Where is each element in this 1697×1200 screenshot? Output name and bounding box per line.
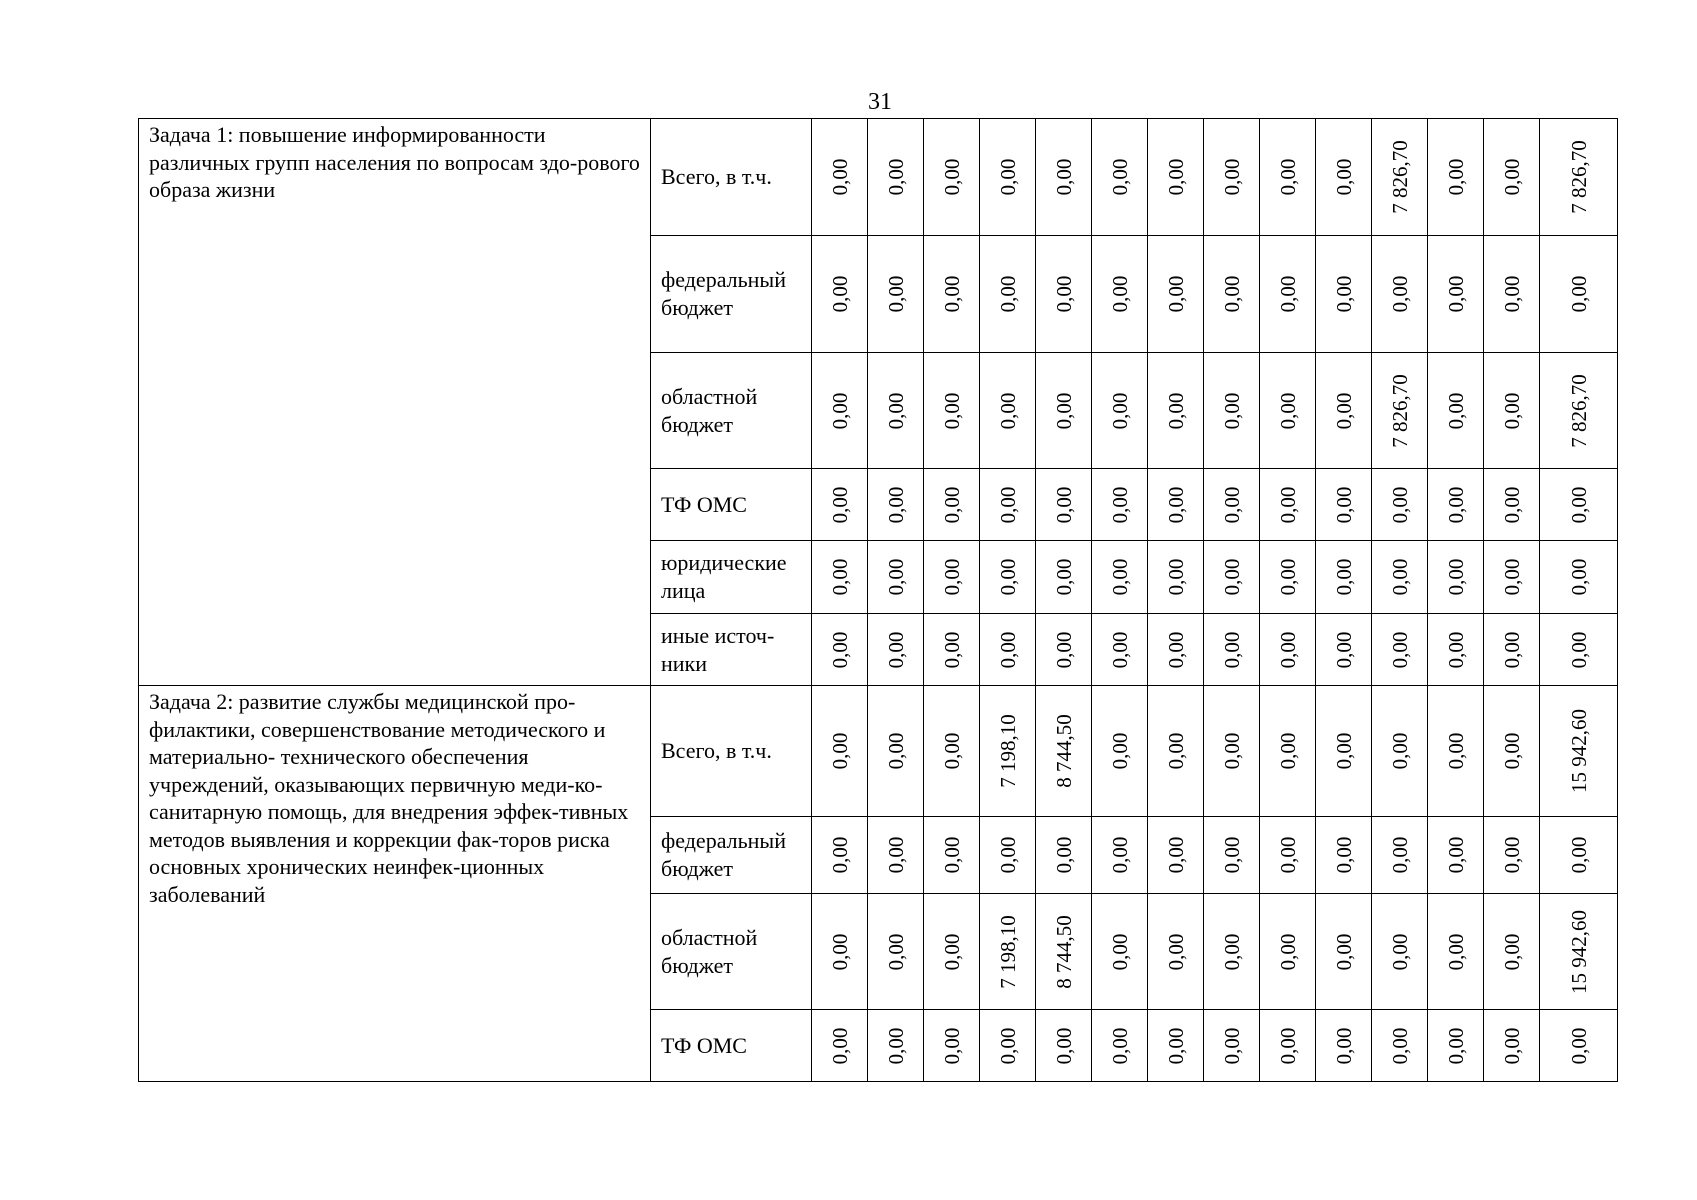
funding-source: областной бюджет <box>651 894 812 1010</box>
value-text: 0,00 <box>1387 836 1412 874</box>
value-text: 0,00 <box>1275 1027 1300 1064</box>
value-text: 0,00 <box>883 486 908 523</box>
value-text: 0,00 <box>1163 836 1188 874</box>
value-text: 0,00 <box>1387 486 1412 523</box>
value-text: 0,00 <box>995 558 1020 596</box>
value-text: 0,00 <box>1443 486 1468 523</box>
value-text: 0,00 <box>1051 158 1076 196</box>
value-text: 0,00 <box>883 933 908 970</box>
value-text: 0,00 <box>1443 275 1468 313</box>
value-text: 0,00 <box>939 631 964 668</box>
value-text: 0,00 <box>1107 933 1132 970</box>
value-text: 0,00 <box>1107 392 1132 429</box>
value-text: 0,00 <box>827 836 852 874</box>
value-cell <box>1036 469 1092 541</box>
value-cell <box>1372 894 1428 1010</box>
value-cell <box>812 686 868 817</box>
value-cell <box>1428 469 1484 541</box>
value-text: 0,00 <box>1443 836 1468 874</box>
value-text: 0,00 <box>1107 836 1132 874</box>
value-text: 7 826,70 <box>1387 140 1412 214</box>
value-text: 0,00 <box>1163 275 1188 313</box>
value-cell <box>1484 686 1540 817</box>
value-cell <box>980 817 1036 894</box>
value-cell <box>1372 817 1428 894</box>
value-text: 0,00 <box>1331 486 1356 523</box>
value-text: 0,00 <box>1219 275 1244 313</box>
value-text: 0,00 <box>1163 732 1188 770</box>
value-text: 0,00 <box>827 486 852 523</box>
value-text: 15 942,60 <box>1566 909 1591 994</box>
value-cell <box>924 817 980 894</box>
value-cell <box>924 353 980 469</box>
value-text: 0,00 <box>1219 392 1244 429</box>
value-cell <box>868 469 924 541</box>
value-cell <box>1540 817 1618 894</box>
value-text: 0,00 <box>1275 558 1300 596</box>
value-text: 0,00 <box>1331 558 1356 596</box>
value-text: 0,00 <box>939 933 964 970</box>
value-cell <box>980 236 1036 353</box>
value-text: 0,00 <box>1387 558 1412 596</box>
value-cell <box>1316 119 1372 236</box>
value-cell <box>1372 469 1428 541</box>
value-cell <box>1036 686 1092 817</box>
value-text: 7 198,10 <box>995 714 1020 788</box>
value-text: 0,00 <box>1331 1027 1356 1064</box>
value-cell <box>924 119 980 236</box>
value-cell <box>1036 541 1092 614</box>
funding-source: Всего, в т.ч. <box>651 119 812 236</box>
value-cell <box>1092 894 1148 1010</box>
value-text: 0,00 <box>1566 486 1591 523</box>
value-cell <box>980 119 1036 236</box>
value-text: 0,00 <box>1499 275 1524 313</box>
value-cell <box>1428 119 1484 236</box>
value-cell <box>1260 686 1316 817</box>
value-text: 0,00 <box>995 836 1020 874</box>
value-text: 0,00 <box>1443 933 1468 970</box>
value-cell <box>1260 894 1316 1010</box>
value-text: 0,00 <box>1566 275 1591 313</box>
value-text: 0,00 <box>1331 933 1356 970</box>
value-cell <box>924 614 980 686</box>
value-text: 7 826,70 <box>1387 373 1412 448</box>
value-text: 0,00 <box>1275 275 1300 313</box>
value-cell <box>1484 236 1540 353</box>
value-text: 0,00 <box>1219 1027 1244 1064</box>
value-cell <box>1372 541 1428 614</box>
value-cell <box>924 894 980 1010</box>
value-cell <box>812 469 868 541</box>
value-cell <box>1428 817 1484 894</box>
value-cell <box>1540 614 1618 686</box>
value-cell <box>868 1010 924 1082</box>
value-cell <box>868 119 924 236</box>
value-cell <box>924 236 980 353</box>
value-cell <box>1484 353 1540 469</box>
value-text: 7 826,70 <box>1566 373 1591 448</box>
value-cell <box>1204 614 1260 686</box>
value-cell <box>1148 1010 1204 1082</box>
value-text: 8 744,50 <box>1051 714 1076 788</box>
value-text: 0,00 <box>1443 631 1468 668</box>
value-cell <box>1204 817 1260 894</box>
value-cell <box>1540 469 1618 541</box>
value-text: 0,00 <box>1499 933 1524 970</box>
value-cell <box>1372 686 1428 817</box>
value-text: 0,00 <box>1331 275 1356 313</box>
value-text: 0,00 <box>827 392 852 429</box>
value-text: 0,00 <box>1387 1027 1412 1064</box>
value-text: 0,00 <box>1566 1027 1591 1064</box>
value-text: 0,00 <box>1051 631 1076 668</box>
value-cell <box>1428 686 1484 817</box>
value-text: 0,00 <box>995 1027 1020 1064</box>
value-text: 0,00 <box>939 158 964 196</box>
value-cell <box>1484 894 1540 1010</box>
value-cell <box>1260 469 1316 541</box>
value-text: 0,00 <box>827 1027 852 1064</box>
value-cell <box>1540 1010 1618 1082</box>
value-cell <box>980 686 1036 817</box>
value-cell <box>812 894 868 1010</box>
value-cell <box>980 353 1036 469</box>
value-text: 0,00 <box>1331 732 1356 770</box>
value-text: 0,00 <box>1275 158 1300 196</box>
value-cell <box>924 541 980 614</box>
value-cell <box>1036 1010 1092 1082</box>
value-text: 0,00 <box>1443 1027 1468 1064</box>
value-text: 0,00 <box>995 158 1020 196</box>
value-text: 7 826,70 <box>1566 140 1591 214</box>
value-text: 0,00 <box>939 558 964 596</box>
value-text: 0,00 <box>1163 558 1188 596</box>
page-number: 31 <box>868 89 892 115</box>
value-cell <box>1148 541 1204 614</box>
value-cell <box>924 469 980 541</box>
value-text: 0,00 <box>1499 631 1524 668</box>
value-text: 0,00 <box>883 275 908 313</box>
value-text: 0,00 <box>1499 836 1524 874</box>
value-cell <box>1260 817 1316 894</box>
value-text: 0,00 <box>1275 933 1300 970</box>
value-text: 15 942,60 <box>1566 709 1591 793</box>
value-text: 0,00 <box>1331 158 1356 196</box>
value-cell <box>1092 817 1148 894</box>
value-cell <box>1092 469 1148 541</box>
value-cell <box>1316 686 1372 817</box>
value-text: 0,00 <box>1163 158 1188 196</box>
task-description: Задача 2: развитие службы медицинской про-филактики, совершенствование методического и материально- технического обеспечения учреждений, оказывающих первичную меди-ко-санитарную помощь, для внедрения эффек-тивных методов выявления и коррекции фак-торов риска основных хронических неинфек-ционных заболеваний <box>139 686 651 1082</box>
value-text: 0,00 <box>1051 392 1076 429</box>
value-cell <box>1148 686 1204 817</box>
value-text: 7 198,10 <box>995 914 1020 989</box>
value-text: 0,00 <box>939 732 964 770</box>
value-text: 0,00 <box>1107 558 1132 596</box>
value-text: 0,00 <box>1443 392 1468 429</box>
value-text: 0,00 <box>827 732 852 770</box>
value-text: 0,00 <box>1163 392 1188 429</box>
value-cell <box>1428 541 1484 614</box>
value-text: 0,00 <box>1107 631 1132 668</box>
value-text: 0,00 <box>1387 631 1412 668</box>
value-cell <box>1372 353 1428 469</box>
value-text: 0,00 <box>883 558 908 596</box>
value-cell <box>1036 614 1092 686</box>
value-cell <box>1204 894 1260 1010</box>
value-cell <box>980 469 1036 541</box>
value-cell <box>1484 817 1540 894</box>
table-row <box>139 686 1618 817</box>
value-cell <box>980 1010 1036 1082</box>
value-cell <box>1204 119 1260 236</box>
value-text: 0,00 <box>939 392 964 429</box>
value-cell <box>1148 119 1204 236</box>
value-cell <box>1036 353 1092 469</box>
value-cell <box>1260 119 1316 236</box>
table-row <box>139 119 1618 236</box>
value-cell <box>812 541 868 614</box>
value-cell <box>1316 614 1372 686</box>
value-text: 0,00 <box>939 486 964 523</box>
value-cell <box>924 1010 980 1082</box>
value-text: 0,00 <box>995 631 1020 668</box>
value-cell <box>1204 686 1260 817</box>
value-cell <box>1260 236 1316 353</box>
value-cell <box>1092 614 1148 686</box>
funding-source: юридические лица <box>651 541 812 614</box>
value-text: 0,00 <box>1499 486 1524 523</box>
value-text: 0,00 <box>1051 275 1076 313</box>
value-text: 0,00 <box>1107 158 1132 196</box>
value-text: 0,00 <box>1566 631 1591 668</box>
value-cell <box>1092 1010 1148 1082</box>
value-cell <box>1148 236 1204 353</box>
value-text: 0,00 <box>1443 158 1468 196</box>
value-cell <box>1484 541 1540 614</box>
value-cell <box>868 541 924 614</box>
funding-source: иные источ-ники <box>651 614 812 686</box>
value-text: 0,00 <box>995 392 1020 429</box>
value-text: 0,00 <box>827 275 852 313</box>
value-text: 0,00 <box>1443 732 1468 770</box>
value-cell <box>1204 236 1260 353</box>
value-cell <box>1260 353 1316 469</box>
value-text: 0,00 <box>883 1027 908 1064</box>
value-cell <box>1428 353 1484 469</box>
value-cell <box>1540 236 1618 353</box>
value-text: 0,00 <box>1107 275 1132 313</box>
value-text: 0,00 <box>1387 933 1412 970</box>
value-text: 0,00 <box>939 836 964 874</box>
value-text: 0,00 <box>1387 275 1412 313</box>
value-cell <box>1092 353 1148 469</box>
value-text: 0,00 <box>1275 631 1300 668</box>
value-cell <box>1092 541 1148 614</box>
value-text: 0,00 <box>995 275 1020 313</box>
value-text: 0,00 <box>939 275 964 313</box>
value-text: 0,00 <box>1275 836 1300 874</box>
value-text: 0,00 <box>1275 486 1300 523</box>
value-cell <box>1260 614 1316 686</box>
value-cell <box>1036 894 1092 1010</box>
value-text: 0,00 <box>939 1027 964 1064</box>
value-cell <box>1540 119 1618 236</box>
value-text: 0,00 <box>1499 392 1524 429</box>
value-text: 0,00 <box>883 392 908 429</box>
value-text: 0,00 <box>1219 486 1244 523</box>
value-text: 0,00 <box>827 558 852 596</box>
value-text: 0,00 <box>1499 558 1524 596</box>
value-cell <box>1540 686 1618 817</box>
value-cell <box>1484 1010 1540 1082</box>
value-cell <box>1316 353 1372 469</box>
value-text: 8 744,50 <box>1051 914 1076 989</box>
value-text: 0,00 <box>1219 631 1244 668</box>
value-cell <box>1484 614 1540 686</box>
value-cell <box>812 817 868 894</box>
value-cell <box>1036 236 1092 353</box>
value-text: 0,00 <box>1219 933 1244 970</box>
value-text: 0,00 <box>1499 1027 1524 1064</box>
value-text: 0,00 <box>1163 486 1188 523</box>
value-text: 0,00 <box>1331 392 1356 429</box>
value-text: 0,00 <box>1331 836 1356 874</box>
value-cell <box>1540 541 1618 614</box>
value-text: 0,00 <box>1163 1027 1188 1064</box>
value-cell <box>1204 469 1260 541</box>
value-cell <box>1372 236 1428 353</box>
value-text: 0,00 <box>1275 732 1300 770</box>
value-cell <box>1316 236 1372 353</box>
value-text: 0,00 <box>1107 732 1132 770</box>
value-text: 0,00 <box>1219 732 1244 770</box>
funding-source: ТФ ОМС <box>651 469 812 541</box>
value-cell <box>868 614 924 686</box>
value-cell <box>1316 894 1372 1010</box>
value-cell <box>1204 353 1260 469</box>
value-text: 0,00 <box>1499 732 1524 770</box>
value-text: 0,00 <box>1219 836 1244 874</box>
value-cell <box>1484 469 1540 541</box>
value-cell <box>1204 1010 1260 1082</box>
value-cell <box>1036 817 1092 894</box>
value-cell <box>980 614 1036 686</box>
table-body <box>139 119 1618 1082</box>
value-text: 0,00 <box>995 486 1020 523</box>
value-cell <box>868 353 924 469</box>
value-cell <box>924 686 980 817</box>
value-text: 0,00 <box>827 631 852 668</box>
value-cell <box>1428 236 1484 353</box>
value-cell <box>1148 353 1204 469</box>
value-text: 0,00 <box>1443 558 1468 596</box>
value-cell <box>1372 119 1428 236</box>
value-cell <box>812 614 868 686</box>
value-cell <box>1484 119 1540 236</box>
value-cell <box>1316 469 1372 541</box>
value-text: 0,00 <box>1566 558 1591 596</box>
value-text: 0,00 <box>827 933 852 970</box>
value-text: 0,00 <box>1219 558 1244 596</box>
value-text: 0,00 <box>1331 631 1356 668</box>
value-cell <box>868 236 924 353</box>
value-text: 0,00 <box>883 631 908 668</box>
value-cell <box>1148 817 1204 894</box>
value-cell <box>1540 894 1618 1010</box>
value-cell <box>1540 353 1618 469</box>
funding-source: федеральный бюджет <box>651 817 812 894</box>
value-cell <box>1148 469 1204 541</box>
funding-source: областной бюджет <box>651 353 812 469</box>
value-cell <box>812 236 868 353</box>
value-cell <box>1316 817 1372 894</box>
value-cell <box>868 817 924 894</box>
funding-source: ТФ ОМС <box>651 1010 812 1082</box>
value-cell <box>1428 614 1484 686</box>
value-text: 0,00 <box>1566 836 1591 874</box>
value-text: 0,00 <box>827 158 852 196</box>
value-text: 0,00 <box>1163 933 1188 970</box>
value-cell <box>1204 541 1260 614</box>
value-text: 0,00 <box>1499 158 1524 196</box>
value-cell <box>1092 119 1148 236</box>
value-text: 0,00 <box>1051 486 1076 523</box>
value-cell <box>980 894 1036 1010</box>
value-cell <box>812 119 868 236</box>
value-text: 0,00 <box>1219 158 1244 196</box>
value-text: 0,00 <box>883 158 908 196</box>
value-cell <box>1316 1010 1372 1082</box>
value-cell <box>1260 541 1316 614</box>
value-cell <box>1372 1010 1428 1082</box>
value-cell <box>1036 119 1092 236</box>
value-text: 0,00 <box>1387 732 1412 770</box>
value-cell <box>1092 686 1148 817</box>
value-cell <box>980 541 1036 614</box>
value-cell <box>1428 894 1484 1010</box>
value-cell <box>868 894 924 1010</box>
value-cell <box>1372 614 1428 686</box>
value-text: 0,00 <box>1107 486 1132 523</box>
value-cell <box>1260 1010 1316 1082</box>
value-text: 0,00 <box>883 732 908 770</box>
value-text: 0,00 <box>1107 1027 1132 1064</box>
value-text: 0,00 <box>883 836 908 874</box>
value-cell <box>812 1010 868 1082</box>
funding-source: федеральный бюджет <box>651 236 812 353</box>
value-text: 0,00 <box>1051 836 1076 874</box>
budget-table <box>138 118 1618 1082</box>
value-cell <box>1092 236 1148 353</box>
value-cell <box>1316 541 1372 614</box>
value-cell <box>1428 1010 1484 1082</box>
value-cell <box>812 353 868 469</box>
value-text: 0,00 <box>1051 558 1076 596</box>
task-description: Задача 1: повышение информированности различных групп населения по вопросам здо-рового образа жизни <box>139 119 651 686</box>
value-cell <box>1148 894 1204 1010</box>
value-cell <box>1148 614 1204 686</box>
value-text: 0,00 <box>1275 392 1300 429</box>
value-cell <box>868 686 924 817</box>
value-text: 0,00 <box>1051 1027 1076 1064</box>
value-text: 0,00 <box>1163 631 1188 668</box>
funding-source: Всего, в т.ч. <box>651 686 812 817</box>
